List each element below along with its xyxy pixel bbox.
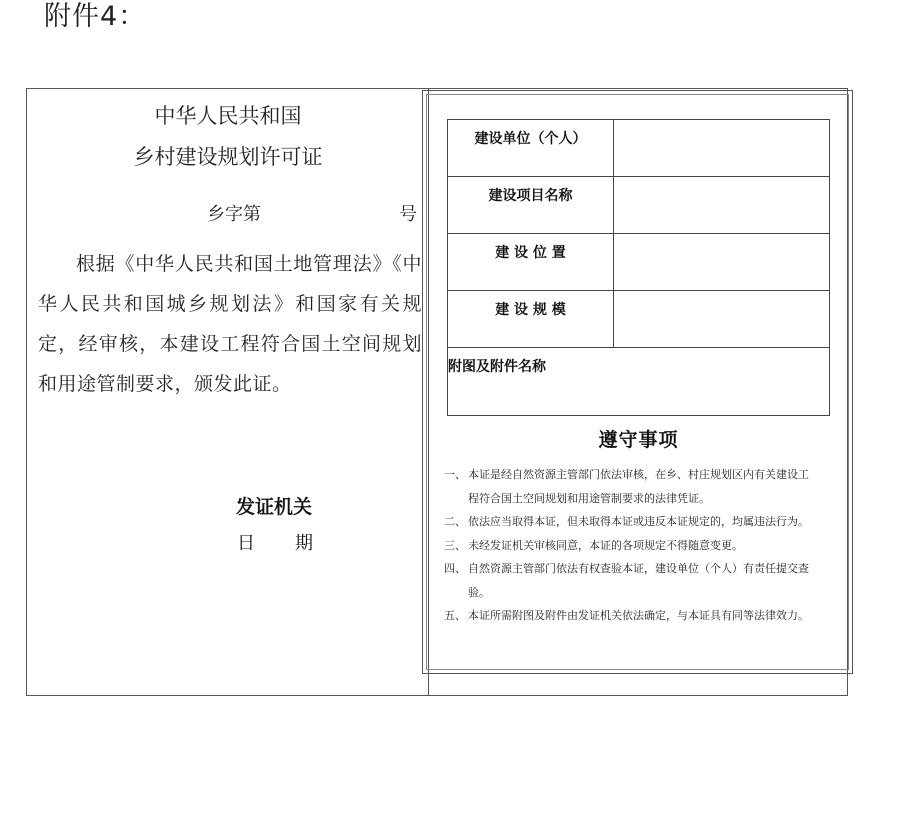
table-row xyxy=(448,234,830,291)
label-location: 建 设 位 置 xyxy=(448,234,614,291)
list-item xyxy=(444,510,816,534)
rule-index: 二、 xyxy=(444,515,466,528)
date-label xyxy=(237,529,313,555)
rule-text: 依法应当取得本证，但未取得本证或违反本证规定的，均属违法行为。 xyxy=(468,515,809,528)
value-location[interactable] xyxy=(614,234,830,291)
permit-body-text: 根据《中华人民共和国土地管理法》《中华人民共和国城乡规划法》和国家有关规定，经审核，本建设工程符合国土空间规划和用途管制要求，颁发此证。 xyxy=(38,253,422,395)
table-row xyxy=(448,120,830,177)
permit-number-suffix: 号 xyxy=(399,204,417,225)
label-attachments: 附图及附件名称 xyxy=(448,348,830,416)
rule-index: 五、 xyxy=(444,609,466,622)
rule-text: 自然资源主管部门依法有权查验本证，建设单位（个人）有责任提交查验。 xyxy=(468,562,809,599)
permit-number-prefix: 乡字第 xyxy=(207,204,261,225)
construction-info-table xyxy=(447,119,830,416)
date-label-char-1: 日 xyxy=(237,533,255,554)
label-scale: 建 设 规 模 xyxy=(448,291,614,348)
table-row xyxy=(448,348,830,416)
rule-text: 本证是经自然资源主管部门依法审核，在乡、村庄规划区内有关建设工程符合国土空间规划和用途管制要求的法律凭证。 xyxy=(468,468,809,505)
list-item xyxy=(444,534,816,558)
rules-title: 遵守事项 xyxy=(598,429,679,451)
attachment-label: 附件4： xyxy=(44,1,147,32)
value-scale[interactable] xyxy=(614,291,830,348)
list-item xyxy=(444,463,816,510)
permit-title: 乡村建设规划许可证 xyxy=(133,145,323,169)
rule-text: 本证所需附图及附件由发证机关依法确定，与本证具有同等法律效力。 xyxy=(468,609,809,622)
label-project-name: 建设项目名称 xyxy=(448,177,614,234)
rule-index: 三、 xyxy=(444,538,466,552)
list-item xyxy=(444,557,816,604)
country-title: 中华人民共和国 xyxy=(154,104,302,128)
rules-list xyxy=(444,463,816,628)
rule-text: 未经发证机关审核同意，本证的各项规定不得随意变更。 xyxy=(468,538,743,552)
label-construction-unit: 建设单位（个人） xyxy=(448,120,614,177)
list-item xyxy=(444,604,816,628)
issuing-authority-label: 发证机关 xyxy=(236,496,313,518)
rule-index: 一、 xyxy=(444,468,466,481)
table-row xyxy=(448,177,830,234)
date-label-char-2: 期 xyxy=(295,533,313,554)
value-construction-unit[interactable] xyxy=(614,120,830,177)
value-project-name[interactable] xyxy=(614,177,830,234)
table-row xyxy=(448,291,830,348)
rule-index: 四、 xyxy=(444,562,466,575)
